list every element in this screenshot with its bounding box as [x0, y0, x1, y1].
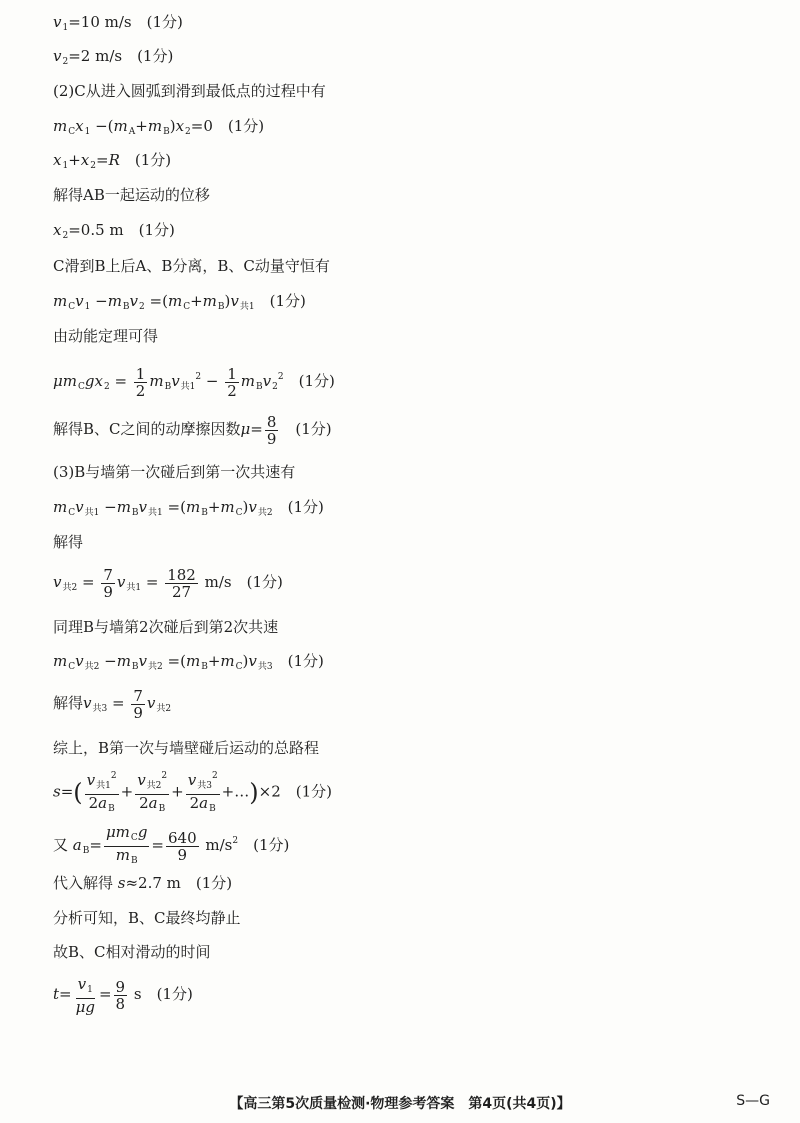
equation-momentum-3: $m_Cv_{共1} -m_Bv_{共1} =(m_B+m_C)v_{共2}$ (1分) — [53, 498, 324, 518]
score: (1分) — [195, 874, 233, 892]
score: (1分) — [295, 420, 332, 438]
equation-displacement-sum: $x_1+x_2=R$ (1分) — [53, 151, 172, 171]
equation-total-path: s=( $\frac{v_{共1}^2}{2a_B}$ + $\frac{v_{共2}^2}{2a_B}$ + $\frac{v_{共3}^2}{2a_B}$ +…)×2 (1分) — [53, 768, 332, 817]
text-relative-time: 故B、C相对滑动的时间 — [53, 943, 211, 961]
score: (1分) — [295, 782, 332, 801]
page-footer: 【高三第5次质量检测·物理参考答案 第4页(共4页)】 — [229, 1096, 571, 1112]
equation-v2: $v_2=2$ m/s (1分) — [53, 47, 174, 67]
score: (1分) — [269, 292, 306, 310]
text-total-path: 综上，B第一次与墙壁碰后运动的总路程 — [53, 739, 320, 757]
equation-s-result: 代入解得 s≈2.7 m (1分) — [53, 874, 233, 892]
part-3-heading: (3)B与墙第一次碰后到第一次共速有 — [53, 463, 296, 481]
score: (1分) — [134, 151, 172, 169]
equation-momentum-1: $m_Cx_1 -(m_A+m_B)x_2=0$ (1分) — [53, 117, 265, 137]
score: (1分) — [227, 117, 265, 135]
text-analysis: 分析可知，B、C最终均静止 — [53, 909, 241, 927]
score: (1分) — [156, 985, 193, 1003]
score: (1分) — [287, 498, 324, 516]
score: (1分) — [246, 573, 283, 591]
equation-v-common-2: $v_{共2}$ = $\frac{7}{9}$ $v_{共1}$ = $\frac{182}{27}$ m/s (1分) — [53, 565, 283, 601]
equation-time: t= $\frac{v_1}{\mu g}$ = $\frac{9}{8}$ s (1分) — [53, 974, 193, 1016]
text-energy-theorem: 由动能定理可得 — [53, 327, 159, 345]
equation-momentum-4: $m_Cv_{共2} -m_Bv_{共2} =(m_B+m_C)v_{共3}$ (1分) — [53, 652, 324, 672]
text-solve-ab: 解得AB一起运动的位移 — [53, 186, 210, 204]
text-similarly: 同理B与墙第2次碰后到第2次共速 — [53, 618, 279, 636]
score: (1分) — [137, 47, 174, 65]
score: (1分) — [287, 652, 324, 670]
score: (1分) — [146, 13, 183, 31]
equation-x2: $x_2=0.5$ m (1分) — [53, 221, 175, 241]
part-2-heading: (2)C从进入圆弧到滑到最低点的过程中有 — [53, 82, 326, 100]
equation-friction-coefficient: 解得B、C之间的动摩擦因数μ= $\frac{8}{9}$ (1分) — [53, 412, 332, 448]
score: (1分) — [298, 372, 335, 390]
equation-energy: $\mu m_Cgx_2$ = $\frac{1}{2}$ $m_Bv_{共1}^2$ − $\frac{1}{2}$ $m_Bv_2^2$ (1分) — [53, 364, 335, 400]
text-c-slides: C滑到B上后A、B分离，B、C动量守恒有 — [53, 257, 330, 275]
paper-code: S—G — [736, 1093, 770, 1109]
equation-acceleration: 又 $a_B=$ $\frac{\mu m_Cg}{m_B}$ = $\frac{640}{9}$ $m/s^2$ (1分) — [53, 822, 290, 866]
score: (1分) — [138, 221, 175, 239]
equation-momentum-2: $m_Cv_1 -m_Bv_2 =(m_C+m_B)v_{共1}$ (1分) — [53, 292, 306, 312]
equation-v1: $v_1=10$ m/s (1分) — [53, 13, 183, 33]
text-solve: 解得 — [53, 533, 84, 551]
equation-v-common-3: 解得$v_{共3}$ = $\frac{7}{9}$ $v_{共2}$ — [53, 686, 172, 722]
score: (1分) — [253, 836, 290, 854]
